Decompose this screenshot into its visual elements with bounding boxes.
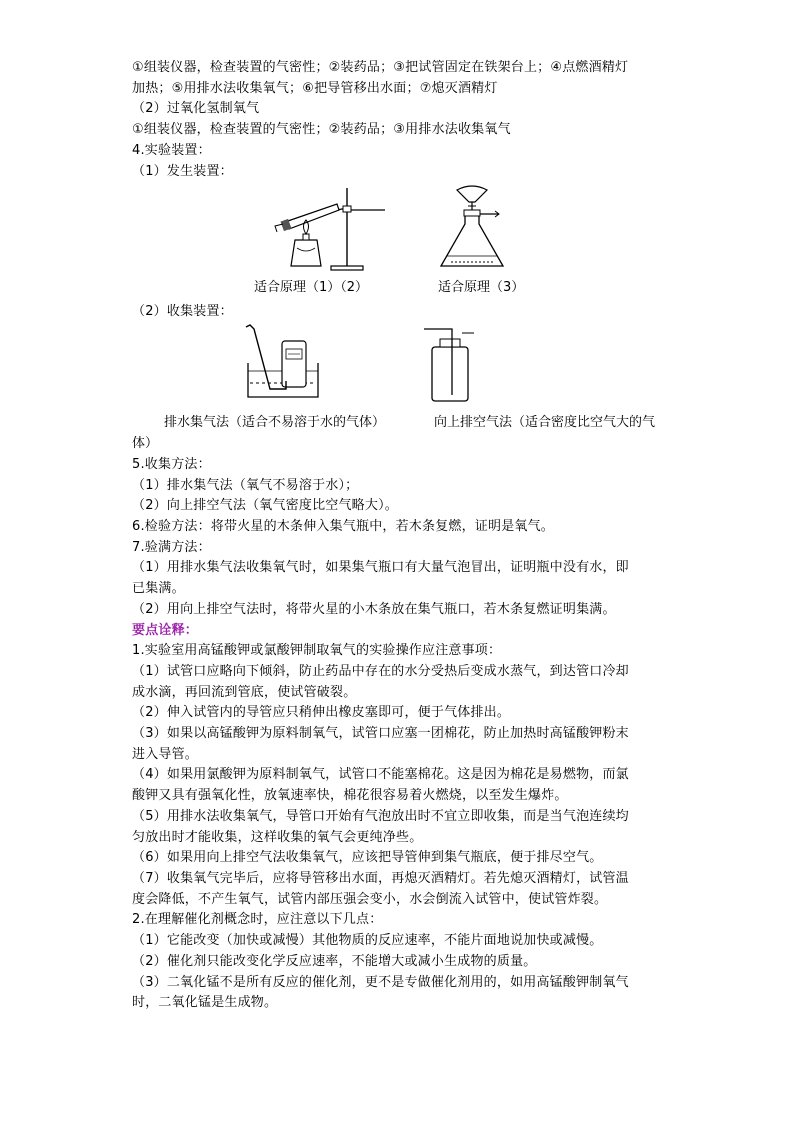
text-line: 度会降低，不产生氧气，试管内部压强会变小，水会倒流入试管中，使试管炸裂。 xyxy=(132,891,608,907)
text-line: 加热；⑤用排水法收集氧气；⑥把导管移出水面；⑦熄灭酒精灯 xyxy=(132,80,498,96)
upward-air-displacement-figure xyxy=(422,325,482,405)
text-line: ①组装仪器，检查装置的气密性；②装药品；③用排水法收集氧气 xyxy=(132,122,511,138)
collection-captions xyxy=(132,413,672,455)
caption-air-cont: 体） xyxy=(132,435,159,451)
text-line: （2）用向上排空气法时，将带火星的小木条放在集气瓶口，若木条复燃证明集满。 xyxy=(132,601,616,617)
text-line: （1）排水集气法（氧气不易溶于水）； xyxy=(132,477,359,493)
text-line: 4.实验装置： xyxy=(132,142,211,158)
text-line: 进入导管。 xyxy=(132,746,199,762)
text-line: （1）它能改变（加快或减慢）其他物质的反应速率，不能片面地说加快或减慢。 xyxy=(132,933,603,949)
text-line: （3）如果以高锰酸钾为原料制氧气，试管口应塞一团棉花，防止加热时高锰酸钾粉末 xyxy=(132,726,629,742)
generation-captions xyxy=(132,278,672,302)
text-line: 1.实验室用高锰酸钾或氯酸钾制取氧气的实验操作应注意事项： xyxy=(132,643,502,659)
text-line: （2）催化剂只能改变化学反应速率，不能增大或减小生成物的质量。 xyxy=(132,953,537,969)
text-line: （5）用排水法收集氧气，导管口开始有气泡放出时不宜立即收集，而是当气泡连续均 xyxy=(132,808,629,824)
text-line: （2）收集装置： xyxy=(132,304,233,320)
section-title: 要点诠释： xyxy=(132,622,199,638)
water-displacement-figure xyxy=(240,323,326,405)
text-line: （6）如果用向上排空气法收集氧气，应该把导管伸到集气瓶底，便于排尽空气。 xyxy=(132,850,603,866)
text-line: （7）收集氧气完毕后，应将导管移出水面，再熄灭酒精灯。若先熄灭酒精灯，试管温 xyxy=(132,870,629,886)
text-line: （1）发生装置： xyxy=(132,163,233,179)
text-line: 匀放出时才能收集，这样收集的氧气会更纯净些。 xyxy=(132,829,423,845)
caption-heating: 适合原理（1）（2） xyxy=(254,280,369,296)
text-line: （3）二氧化锰不是所有反应的催化剂，更不是专做催化剂用的，如用高锰酸钾制氧气 xyxy=(132,974,629,990)
text-line: （4）如果用氯酸钾为原料制氧气，试管口不能塞棉花。这是因为棉花是易燃物，而氯 xyxy=(132,767,629,783)
collection-apparatus-row xyxy=(132,323,672,413)
text-line: 7.验满方法： xyxy=(132,539,211,555)
text-line: （2）向上排空气法（氧气密度比空气略大）。 xyxy=(132,498,398,514)
text-line: 2.在理解催化剂概念时，应注意以下几点： xyxy=(132,912,383,928)
caption-water: 排水集气法（适合不易溶于水的气体） xyxy=(164,414,386,430)
text-line: ①组装仪器，检查装置的气密性；②装药品；③把试管固定在铁架台上；④点燃酒精灯 xyxy=(132,60,629,75)
text-line: （1）试管口应略向下倾斜，防止药品中存在的水分受热后变成水蒸气，到达管口冷却 xyxy=(132,663,629,679)
text-line: 5.收集方法： xyxy=(132,456,211,472)
heating-apparatus-figure xyxy=(267,182,392,272)
text-line: 6.检验方法：将带火星的木条伸入集气瓶中，若木条复燃，证明是氧气。 xyxy=(132,519,555,535)
document-page xyxy=(132,58,672,1014)
flask-apparatus-figure xyxy=(437,184,507,272)
text-line: 时，二氧化锰是生成物。 xyxy=(132,995,278,1011)
text-line: 已集满。 xyxy=(132,581,185,597)
text-line: （1）用排水集气法收集氧气时，如果集气瓶口有大量气泡冒出，证明瓶中没有水，即 xyxy=(132,560,629,576)
text-line: 酸钾又具有强氧化性，放氧速率快，棉花很容易着火燃烧，以至发生爆炸。 xyxy=(132,788,568,804)
caption-flask: 适合原理（3） xyxy=(438,280,525,296)
text-line: （2）过氧化氢制氧气 xyxy=(132,101,260,117)
text-line: 成水滴，再回流到管底，使试管破裂。 xyxy=(132,684,357,700)
text-line: （2）伸入试管内的导管应只稍伸出橡皮塞即可，便于气体排出。 xyxy=(132,705,511,721)
caption-air: 向上排空气法（适合密度比空气大的气 xyxy=(434,414,656,430)
generation-apparatus-row xyxy=(132,182,672,278)
